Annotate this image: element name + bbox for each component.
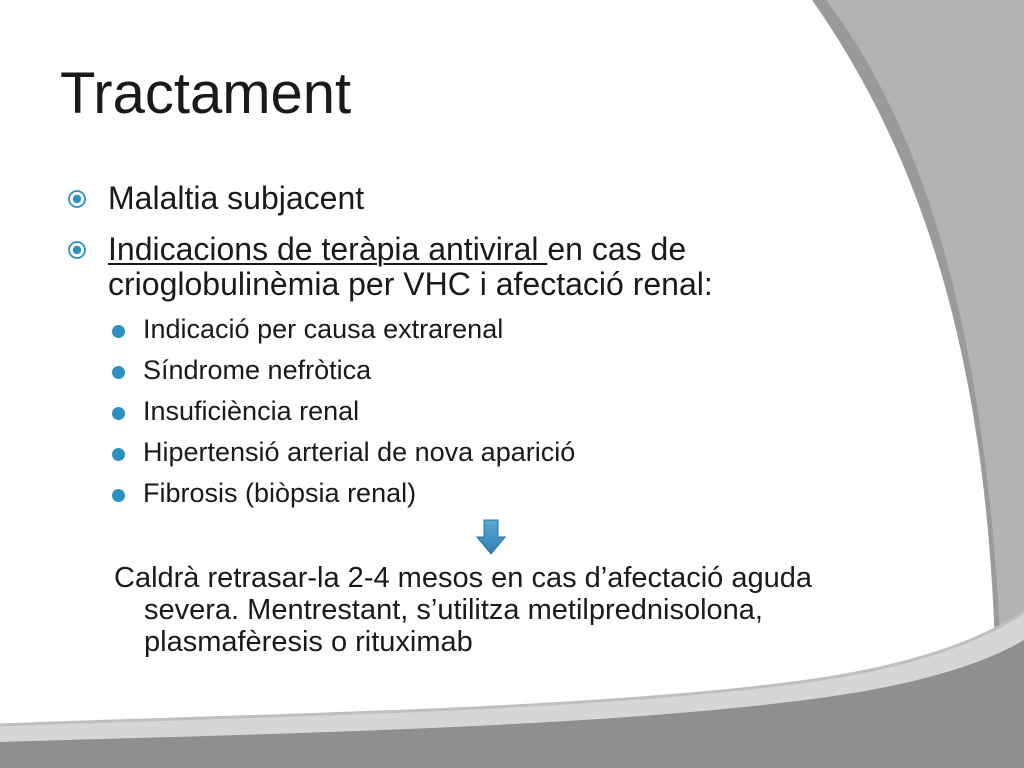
subbullet-text: Indicació per causa extrarenal (143, 314, 504, 344)
dot-bullet-icon (112, 407, 125, 420)
circle-bullet-icon (68, 241, 86, 259)
note-paragraph: Caldrà retrasar-la 2-4 mesos en cas d’afectació aguda severa. Mentrestant, s’utilitza metilprednisolona, plasmafèresis o rituximab (114, 562, 812, 658)
subbullet-text: Síndrome nefròtica (143, 355, 372, 385)
subbullet-item-2 (112, 356, 371, 386)
subbullet-text: Fibrosis (biòpsia renal) (143, 478, 417, 508)
circle-bullet-icon (68, 190, 86, 208)
subbullet-item-5 (112, 479, 416, 509)
bullet-text: Malaltia subjacent (108, 180, 365, 216)
underlined-text: Indicacions de teràpia antiviral (108, 231, 548, 267)
bullet-item-1 (68, 181, 888, 216)
dot-bullet-icon (112, 448, 125, 461)
slide-title: Tractament (60, 61, 352, 126)
bullet-text (108, 232, 888, 301)
subbullet-item-4 (112, 438, 575, 468)
subbullet-item-1 (112, 315, 503, 345)
dot-bullet-icon (112, 325, 125, 338)
dot-bullet-icon (112, 366, 125, 379)
subbullet-text: Insuficiència renal (143, 396, 360, 426)
bullet-item-2 (68, 232, 888, 301)
bottom-frame-shadow (0, 640, 1024, 768)
down-arrow-icon (476, 519, 506, 555)
subbullet-item-3 (112, 397, 359, 427)
bullet-text-rest: en cas de crioglobulinèmia per VHC i afectació renal: (108, 231, 713, 302)
subbullet-text: Hipertensió arterial de nova aparició (143, 437, 576, 467)
dot-bullet-icon (112, 489, 125, 502)
